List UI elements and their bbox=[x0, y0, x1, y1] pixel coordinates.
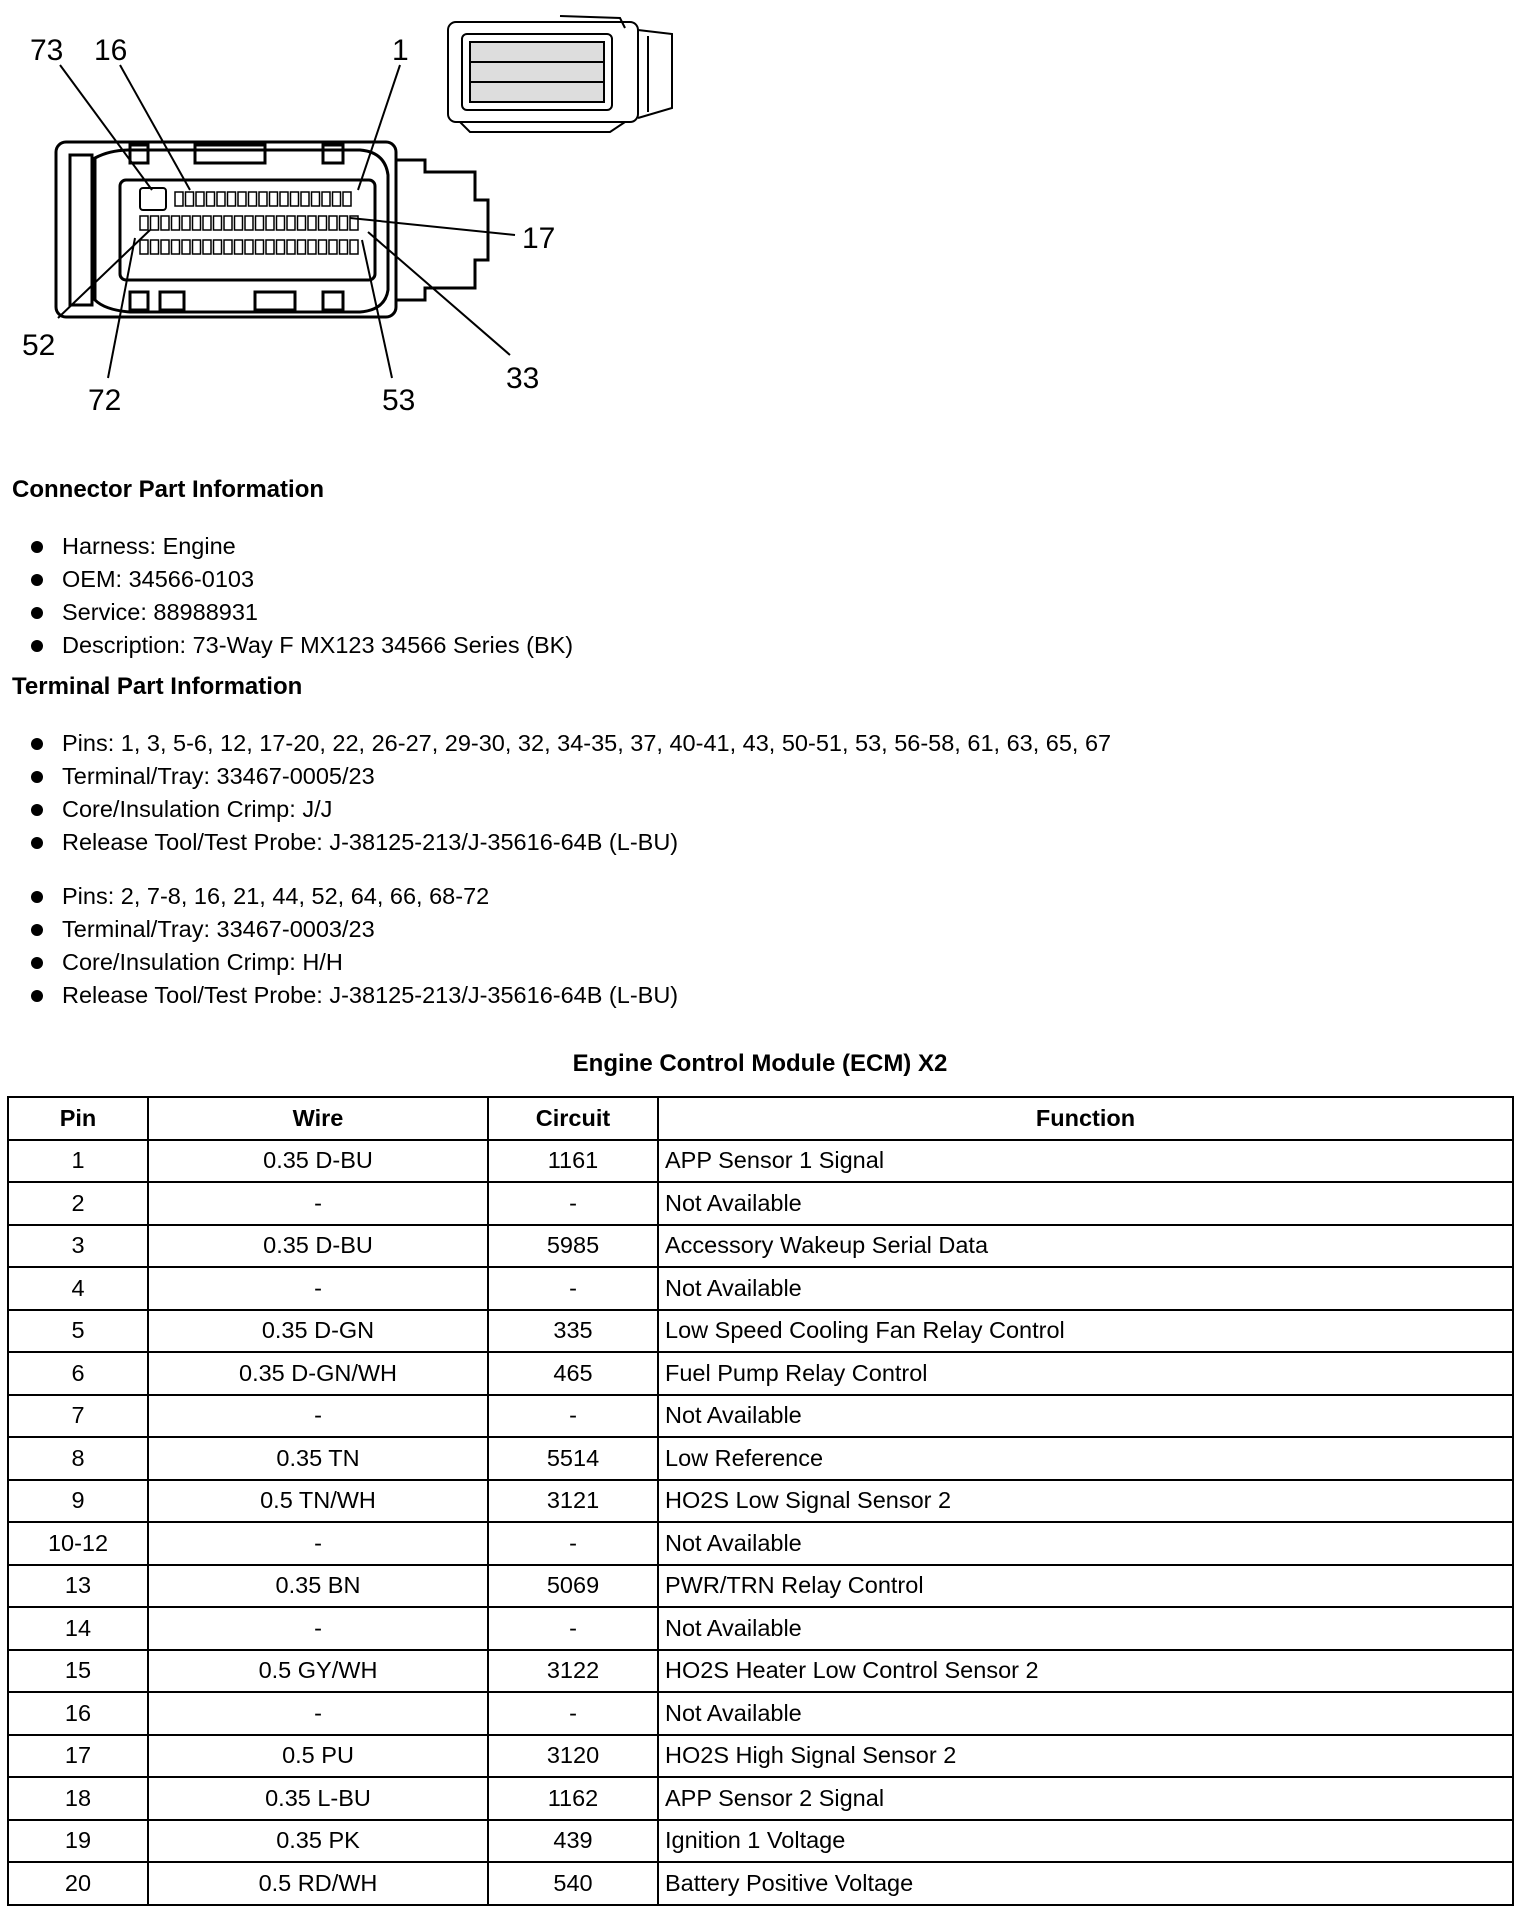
cell-function: PWR/TRN Relay Control bbox=[658, 1565, 1513, 1608]
cell-pin: 15 bbox=[8, 1650, 148, 1693]
header-circuit: Circuit bbox=[488, 1097, 658, 1140]
cell-circuit: 5514 bbox=[488, 1437, 658, 1480]
cell-circuit: 3121 bbox=[488, 1480, 658, 1523]
pin-cavity bbox=[256, 240, 264, 254]
pin-cavity bbox=[256, 216, 264, 230]
pin-cavity bbox=[214, 216, 222, 230]
cell-pin: 10-12 bbox=[8, 1522, 148, 1565]
pin-cavity bbox=[193, 240, 201, 254]
cell-function: Not Available bbox=[658, 1182, 1513, 1225]
pin-cavity bbox=[308, 240, 316, 254]
cell-wire: 0.35 D-GN bbox=[148, 1310, 488, 1353]
cell-circuit: 5069 bbox=[488, 1565, 658, 1608]
pin-cavity bbox=[217, 192, 225, 206]
connector-diagram bbox=[0, 0, 1520, 460]
pin-cavity bbox=[301, 192, 309, 206]
pin-rows bbox=[140, 192, 358, 254]
pin-cavity bbox=[343, 192, 351, 206]
cell-wire: 0.35 D-GN/WH bbox=[148, 1352, 488, 1395]
cell-circuit: 439 bbox=[488, 1820, 658, 1863]
header-pin: Pin bbox=[8, 1097, 148, 1140]
pin-cavity bbox=[224, 216, 232, 230]
pin-cavity bbox=[322, 192, 330, 206]
list-item: Pins: 1, 3, 5-6, 12, 17-20, 22, 26-27, 29-30, 32, 34-35, 37, 40-41, 43, 50-51, 53, 56-58, 61, 63, 65, 67 bbox=[28, 727, 1111, 760]
cell-pin: 6 bbox=[8, 1352, 148, 1395]
list-item: Service: 88988931 bbox=[28, 596, 573, 629]
table-header-row bbox=[8, 1097, 1513, 1140]
pin-cavity bbox=[172, 240, 180, 254]
pin-cavity bbox=[312, 192, 320, 206]
cell-wire: 0.35 L-BU bbox=[148, 1777, 488, 1820]
cell-circuit: 5985 bbox=[488, 1225, 658, 1268]
cell-pin: 4 bbox=[8, 1267, 148, 1310]
cell-circuit: - bbox=[488, 1607, 658, 1650]
cell-pin: 17 bbox=[8, 1735, 148, 1778]
table-title: Engine Control Module (ECM) X2 bbox=[572, 1050, 948, 1077]
list-item: Description: 73-Way F MX123 34566 Series (BK) bbox=[28, 629, 573, 662]
connector-thumbnail bbox=[448, 16, 672, 132]
cell-wire: - bbox=[148, 1522, 488, 1565]
pin-cavity bbox=[298, 240, 306, 254]
pin-cavity bbox=[140, 240, 148, 254]
cell-circuit: - bbox=[488, 1395, 658, 1438]
cell-wire: - bbox=[148, 1692, 488, 1735]
pin-cavity bbox=[329, 216, 337, 230]
pin-cavity bbox=[196, 192, 204, 206]
cell-function: HO2S Low Signal Sensor 2 bbox=[658, 1480, 1513, 1523]
cell-wire: 0.5 RD/WH bbox=[148, 1862, 488, 1905]
cell-function: APP Sensor 1 Signal bbox=[658, 1140, 1513, 1183]
cell-function: Not Available bbox=[658, 1267, 1513, 1310]
header-function: Function bbox=[658, 1097, 1513, 1140]
callout-1: 1 bbox=[392, 34, 409, 67]
table-row bbox=[8, 1480, 1513, 1523]
callout-73: 73 bbox=[30, 34, 64, 67]
cell-pin: 20 bbox=[8, 1862, 148, 1905]
cell-circuit: - bbox=[488, 1692, 658, 1735]
callout-16: 16 bbox=[94, 34, 128, 67]
terminal-info-group2 bbox=[28, 880, 678, 1012]
list-item: Release Tool/Test Probe: J-38125-213/J-35616-64B (L-BU) bbox=[28, 979, 678, 1012]
connector-info-heading: Connector Part Information bbox=[12, 476, 325, 503]
table-row bbox=[8, 1607, 1513, 1650]
pin-cavity bbox=[175, 192, 183, 206]
cell-function: Low Speed Cooling Fan Relay Control bbox=[658, 1310, 1513, 1353]
pin-cavity bbox=[333, 192, 341, 206]
table-row bbox=[8, 1820, 1513, 1863]
pin-cavity bbox=[308, 216, 316, 230]
callout-33: 33 bbox=[506, 362, 540, 395]
cell-function: Fuel Pump Relay Control bbox=[658, 1352, 1513, 1395]
cell-pin: 18 bbox=[8, 1777, 148, 1820]
table-row bbox=[8, 1692, 1513, 1735]
callout-53: 53 bbox=[382, 384, 416, 417]
cell-function: APP Sensor 2 Signal bbox=[658, 1777, 1513, 1820]
pin-cavity bbox=[329, 240, 337, 254]
cell-wire: 0.35 D-BU bbox=[148, 1225, 488, 1268]
cell-circuit: 335 bbox=[488, 1310, 658, 1353]
cell-wire: 0.35 PK bbox=[148, 1820, 488, 1863]
cell-wire: - bbox=[148, 1182, 488, 1225]
pin-cavity bbox=[235, 240, 243, 254]
cell-circuit: 3122 bbox=[488, 1650, 658, 1693]
table-row bbox=[8, 1140, 1513, 1183]
pin-cavity bbox=[245, 216, 253, 230]
cell-circuit: 1161 bbox=[488, 1140, 658, 1183]
pin-cavity bbox=[172, 216, 180, 230]
cell-function: HO2S Heater Low Control Sensor 2 bbox=[658, 1650, 1513, 1693]
pin-cavity bbox=[151, 240, 159, 254]
table-row bbox=[8, 1522, 1513, 1565]
list-item: Core/Insulation Crimp: J/J bbox=[28, 793, 1111, 826]
pin-cavity bbox=[319, 216, 327, 230]
pin-cavity bbox=[298, 216, 306, 230]
pin-cavity bbox=[277, 216, 285, 230]
cell-circuit: - bbox=[488, 1522, 658, 1565]
pin-cavity bbox=[266, 216, 274, 230]
table-row bbox=[8, 1437, 1513, 1480]
pin-cavity bbox=[207, 192, 215, 206]
header-wire: Wire bbox=[148, 1097, 488, 1140]
pin-cavity bbox=[214, 240, 222, 254]
cell-wire: 0.5 PU bbox=[148, 1735, 488, 1778]
callout-52: 52 bbox=[22, 329, 56, 362]
terminal-info-heading: Terminal Part Information bbox=[12, 673, 303, 700]
pin-cavity bbox=[340, 240, 348, 254]
pin-cavity bbox=[161, 216, 169, 230]
pin-cavity bbox=[182, 216, 190, 230]
pin-cavity bbox=[203, 240, 211, 254]
cell-circuit: - bbox=[488, 1267, 658, 1310]
pin-cavity bbox=[277, 240, 285, 254]
pin-cavity bbox=[350, 240, 358, 254]
cell-function: Battery Positive Voltage bbox=[658, 1862, 1513, 1905]
list-item: Pins: 2, 7-8, 16, 21, 44, 52, 64, 66, 68-72 bbox=[28, 880, 678, 913]
cell-function: Not Available bbox=[658, 1692, 1513, 1735]
cell-function: Not Available bbox=[658, 1607, 1513, 1650]
cell-pin: 5 bbox=[8, 1310, 148, 1353]
cell-circuit: - bbox=[488, 1182, 658, 1225]
cell-circuit: 465 bbox=[488, 1352, 658, 1395]
table-row bbox=[8, 1352, 1513, 1395]
table-row bbox=[8, 1395, 1513, 1438]
pin-cavity bbox=[224, 240, 232, 254]
pin-cavity bbox=[193, 216, 201, 230]
cell-function: Not Available bbox=[658, 1522, 1513, 1565]
list-item: Terminal/Tray: 33467-0003/23 bbox=[28, 913, 678, 946]
callout-72: 72 bbox=[88, 384, 122, 417]
cell-pin: 8 bbox=[8, 1437, 148, 1480]
cell-pin: 14 bbox=[8, 1607, 148, 1650]
table-row bbox=[8, 1225, 1513, 1268]
table-row bbox=[8, 1735, 1513, 1778]
cell-pin: 13 bbox=[8, 1565, 148, 1608]
cell-pin: 2 bbox=[8, 1182, 148, 1225]
list-item: Terminal/Tray: 33467-0005/23 bbox=[28, 760, 1111, 793]
table-row bbox=[8, 1565, 1513, 1608]
pin-cavity bbox=[266, 240, 274, 254]
cell-circuit: 1162 bbox=[488, 1777, 658, 1820]
pin-cavity bbox=[140, 216, 148, 230]
cell-wire: - bbox=[148, 1395, 488, 1438]
cell-circuit: 3120 bbox=[488, 1735, 658, 1778]
cell-function: HO2S High Signal Sensor 2 bbox=[658, 1735, 1513, 1778]
cell-function: Accessory Wakeup Serial Data bbox=[658, 1225, 1513, 1268]
cell-wire: 0.35 D-BU bbox=[148, 1140, 488, 1183]
cell-function: Low Reference bbox=[658, 1437, 1513, 1480]
pin-table bbox=[7, 1096, 1514, 1906]
terminal-info-group1 bbox=[28, 727, 1111, 859]
cell-wire: 0.5 TN/WH bbox=[148, 1480, 488, 1523]
pin-cavity bbox=[203, 216, 211, 230]
table-row bbox=[8, 1310, 1513, 1353]
cell-pin: 19 bbox=[8, 1820, 148, 1863]
cell-pin: 16 bbox=[8, 1692, 148, 1735]
pin-cavity bbox=[280, 192, 288, 206]
pin-cavity bbox=[235, 216, 243, 230]
pin-cavity bbox=[287, 240, 295, 254]
pin-cavity bbox=[182, 240, 190, 254]
pin-cavity bbox=[287, 216, 295, 230]
cell-pin: 9 bbox=[8, 1480, 148, 1523]
list-item: Harness: Engine bbox=[28, 530, 573, 563]
cell-wire: - bbox=[148, 1267, 488, 1310]
cell-wire: 0.35 BN bbox=[148, 1565, 488, 1608]
table-row bbox=[8, 1267, 1513, 1310]
pin-cavity bbox=[245, 240, 253, 254]
pin-cavity bbox=[161, 240, 169, 254]
cell-circuit: 540 bbox=[488, 1862, 658, 1905]
list-item: OEM: 34566-0103 bbox=[28, 563, 573, 596]
list-item: Core/Insulation Crimp: H/H bbox=[28, 946, 678, 979]
cell-wire: 0.5 GY/WH bbox=[148, 1650, 488, 1693]
cell-wire: - bbox=[148, 1607, 488, 1650]
pin-cavity bbox=[291, 192, 299, 206]
cell-pin: 7 bbox=[8, 1395, 148, 1438]
table-row bbox=[8, 1862, 1513, 1905]
table-row bbox=[8, 1650, 1513, 1693]
connector-info-list bbox=[28, 530, 573, 662]
pin-cavity bbox=[319, 240, 327, 254]
pin-cavity bbox=[249, 192, 257, 206]
table-row bbox=[8, 1182, 1513, 1225]
pin-cavity bbox=[238, 192, 246, 206]
table-row bbox=[8, 1777, 1513, 1820]
pin-cavity bbox=[186, 192, 194, 206]
cell-pin: 3 bbox=[8, 1225, 148, 1268]
pin-cavity bbox=[340, 216, 348, 230]
pin-cavity bbox=[259, 192, 267, 206]
pin-cavity bbox=[270, 192, 278, 206]
cell-pin: 1 bbox=[8, 1140, 148, 1183]
callout-17: 17 bbox=[522, 222, 556, 255]
pin-cavity bbox=[228, 192, 236, 206]
cell-function: Not Available bbox=[658, 1395, 1513, 1438]
pin-cavity bbox=[151, 216, 159, 230]
cell-function: Ignition 1 Voltage bbox=[658, 1820, 1513, 1863]
cell-wire: 0.35 TN bbox=[148, 1437, 488, 1480]
list-item: Release Tool/Test Probe: J-38125-213/J-35616-64B (L-BU) bbox=[28, 826, 1111, 859]
